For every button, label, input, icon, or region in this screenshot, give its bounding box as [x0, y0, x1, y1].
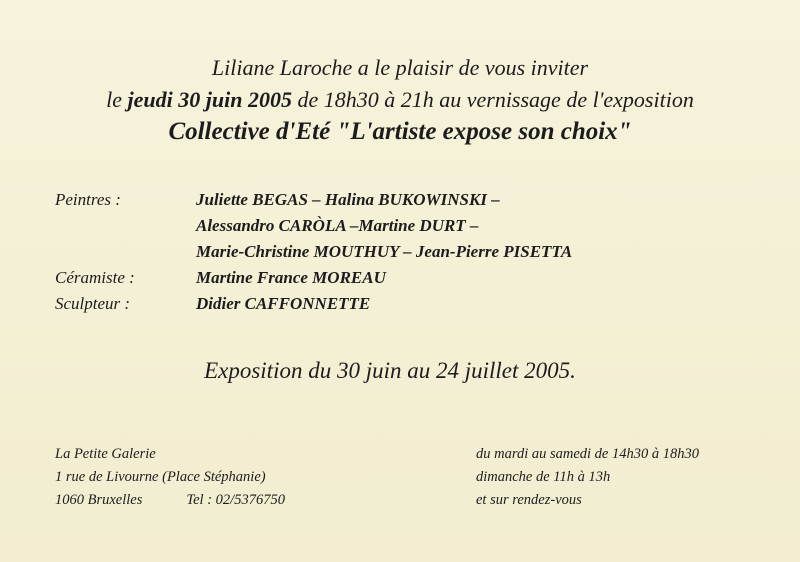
invitation-line-2 [0, 84, 800, 115]
gallery-address: 1 rue de Livourne (Place Stéphanie) [55, 469, 266, 485]
exhibition-title: Collective d'Eté "L'artiste expose son choix" [168, 118, 632, 145]
exhibition-dates: Exposition du 30 juin au 24 juillet 2005. [204, 358, 576, 383]
artist-category-label: Peintres : [55, 190, 121, 209]
gallery-info [55, 443, 285, 512]
artist-names: Marie-Christine MOUTHUY – Jean-Pierre PISETTA [196, 242, 573, 261]
artist-names: Juliette BEGAS – Halina BUKOWINSKI – [196, 190, 500, 209]
artist-names: Martine France MOREAU [196, 268, 386, 287]
artist-names: Alessandro CARÒLA –Martine DURT – [196, 216, 479, 235]
artist-category-label: Sculpteur : [55, 294, 131, 313]
artist-category-label [55, 239, 196, 265]
invitation-line-2-suffix: de 18h30 à 21h au vernissage de l'exposition [291, 87, 694, 112]
artist-row [55, 213, 775, 239]
artist-category-label: Céramiste : [55, 268, 135, 287]
vernissage-date: jeudi 30 juin 2005 [127, 87, 292, 112]
hours-sunday: dimanche de 11h à 13h [476, 469, 611, 485]
artists-list [55, 187, 775, 317]
artist-row [55, 265, 775, 291]
artist-row [55, 187, 775, 213]
artist-row [55, 239, 775, 265]
artist-row [55, 291, 775, 317]
opening-hours [476, 443, 699, 512]
artist-names: Didier CAFFONNETTE [196, 294, 371, 313]
invitation-line-2-prefix: le [106, 87, 128, 112]
gallery-city: 1060 Bruxelles [55, 492, 143, 508]
gallery-name: La Petite Galerie [55, 446, 156, 462]
invitation-line-1: Liliane Laroche a le plaisir de vous inviter [211, 55, 589, 80]
gallery-phone: Tel : 02/5376750 [186, 492, 285, 508]
hours-appointment: et sur rendez-vous [476, 492, 582, 508]
hours-weekdays: du mardi au samedi de 14h30 à 18h30 [476, 446, 699, 462]
gallery-city-phone [55, 489, 285, 512]
artist-category-label [55, 213, 196, 239]
